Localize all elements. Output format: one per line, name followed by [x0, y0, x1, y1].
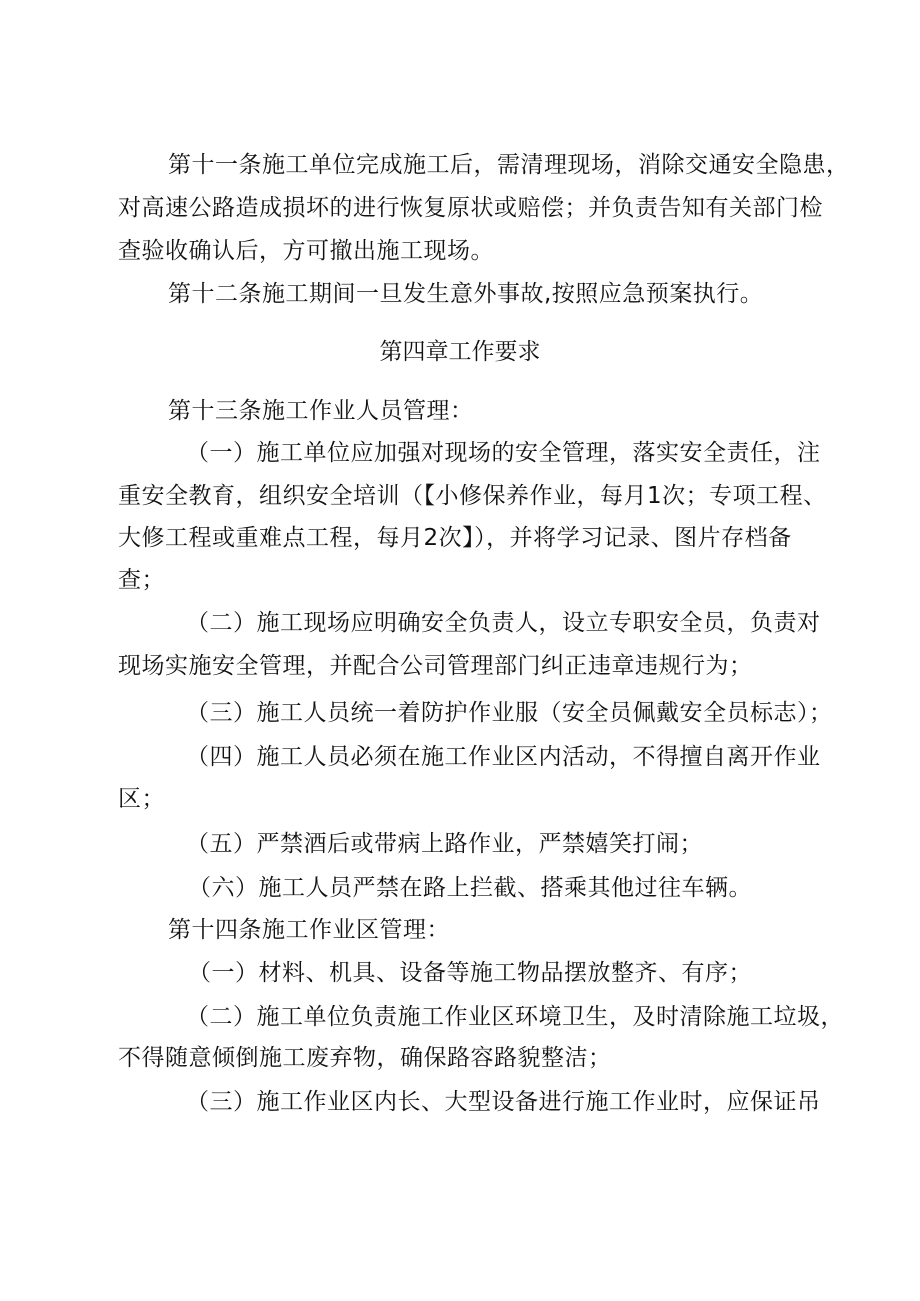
- article-13-item-4-line-2: 区；: [118, 786, 165, 812]
- article-12-line: 第十二条施工期间一旦发生意外事故,按照应急预案执行。: [168, 281, 764, 307]
- article-13-item-1-line-1: （一）施工单位应加强对现场的安全管理，落实安全责任，注: [186, 440, 821, 466]
- article-14-item-1-line: （一）材料、机具、设备等施工物品摆放整齐、有序；: [188, 960, 752, 986]
- article-11-line-2: 对高速公路造成损坏的进行恢复原状或赔偿；并负责告知有关部门检: [118, 195, 823, 221]
- article-13-item-6-line: （六）施工人员严禁在路上拦截、搭乘其他过往车辆。: [188, 875, 752, 901]
- article-13-item-1-line-4: 查；: [118, 567, 165, 593]
- article-13-item-3-line: （三）施工人员统一着防护作业服（安全员佩戴安全员标志）；: [186, 700, 833, 726]
- article-14-item-2-line-1: （二）施工单位负责施工作业区环境卫生，及时清除施工垃圾，: [186, 1004, 844, 1030]
- article-13-item-1-line-2: 重安全教育，组织安全培训（【小修保养作业，每月1次；专项工程、: [118, 483, 827, 509]
- article-13-item-5-line: （五）严禁酒后或带病上路作业，严禁嬉笑打闹；: [186, 831, 703, 857]
- article-14-title: 第十四条施工作业区管理：: [168, 917, 450, 943]
- article-14-item-3-line-1: （三）施工作业区内长、大型设备进行施工作业时，应保证吊: [186, 1089, 821, 1115]
- article-13-title: 第十三条施工作业人员管理：: [168, 398, 474, 424]
- article-13-item-1-line-3: 大修工程或重难点工程，每月2次】），并将学习记录、图片存档备: [118, 525, 792, 551]
- chapter-heading: 第四章工作要求: [379, 339, 541, 365]
- article-11-line-3: 查验收确认后，方可撤出施工现场。: [118, 238, 494, 264]
- article-13-item-4-line-1: （四）施工人员必须在施工作业区内活动，不得擅自离开作业: [186, 744, 821, 770]
- article-13-item-2-line-2: 现场实施安全管理，并配合公司管理部门纠正违章违规行为；: [118, 653, 753, 679]
- article-14-item-2-line-2: 不得随意倾倒施工废弃物，确保路容路貌整洁；: [118, 1045, 612, 1071]
- article-11-line-1: 第十一条施工单位完成施工后，需清理现场，消除交通安全隐患，: [168, 152, 850, 178]
- article-13-item-2-line-1: （二）施工现场应明确安全负责人，设立专职安全员，负责对: [186, 610, 821, 636]
